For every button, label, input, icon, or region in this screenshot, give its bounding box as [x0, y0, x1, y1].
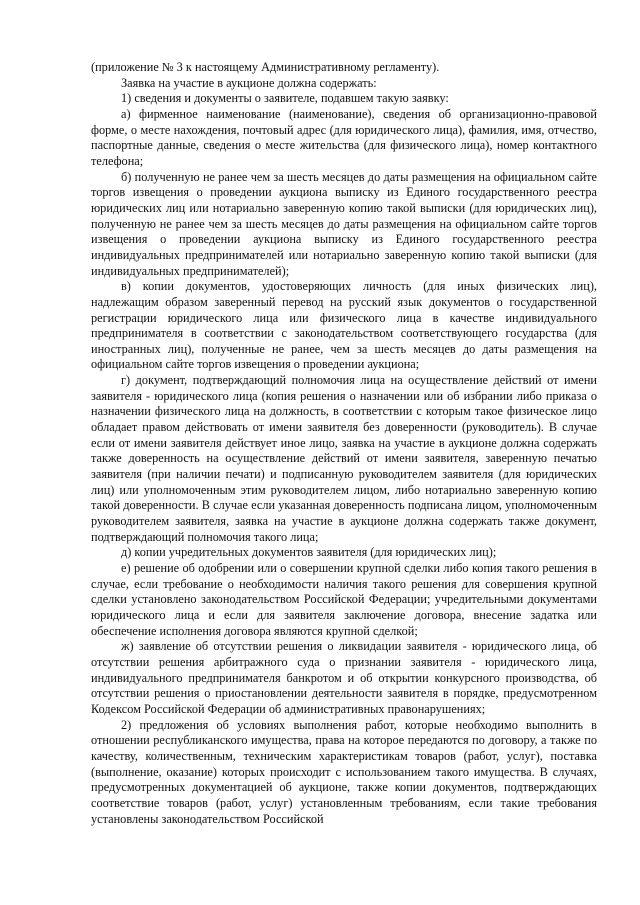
- paragraph-1: Заявка на участие в аукционе должна содержать:: [121, 75, 377, 90]
- paragraph-4: б) полученную не ранее чем за шесть месяцев до даты размещения на официальном сайте торгов извещения о проведении аукциона выписку из Единого государственного реестра юридических лиц или нотариально заверенную копию такой выписки (для юридических лиц), полученную не ранее чем за шесть месяцев до даты размещения на официальном сайте торгов извещения о проведении аукциона выписку из Единого государственного реестра индивидуальных предпринимателей или нотариально заверенную копию такой выписки (для индивидуальных предпринимателей);: [91, 169, 597, 278]
- paragraph-5: в) копии документов, удостоверяющих личность (для иных физических лиц), надлежащим образом заверенный перевод на русский язык документов о государственной регистрации юридического лица или физического лица в качестве индивидуального предпринимателя в соответствии с законодательством соответствующего государства (для иностранных лиц), полученные не ранее, чем за шесть месяцев до даты размещения на официальном сайте торгов извещения о проведении аукциона;: [91, 279, 597, 372]
- paragraph-8: е) решение об одобрении или о совершении крупной сделки либо копия такого решения в случае, если требование о необходимости наличия такого решения для совершения крупной сделки установлено законодательством Российской Федерации; учредительными документами юридического лица и если для заявителя заключение договора, внесение задатка или обеспечение исполнения договора являются крупной сделкой;: [91, 561, 597, 638]
- paragraph-0: (приложение № 3 к настоящему Административному регламенту).: [91, 60, 440, 74]
- paragraph-3: а) фирменное наименование (наименование), сведения об организационно-правовой форме, о месте нахождения, почтовый адрес (для юридического лица), фамилия, имя, отчество, паспортные данные, сведения о месте жительства (для физического лица), номер контактного телефона;: [91, 106, 597, 168]
- paragraph-10: 2) предложения об условиях выполнения работ, которые необходимо выполнить в отношении республиканского имущества, права на которое передаются по договору, а также по качеству, количественным, техническим характеристикам товаров (работ, услуг), поставка (выполнение, оказание) которых происходит с использованием такого имущества. В случаях, предусмотренных документацией об аукционе, также копии документов, подтверждающих соответствие товаров (работ, услуг) установленным требованиям, если такие требования установлены законодательством Российской: [91, 717, 597, 826]
- paragraph-6: г) документ, подтверждающий полномочия лица на осуществление действий от имени заявителя - юридического лица (копия решения о назначении или об избрании либо приказа о назначении физического лица на должность, в соответствии с которым такое физическое лицо обладает правом действовать от имени заявителя без доверенности (руководитель). В случае если от имени заявителя действует иное лицо, заявка на участие в аукционе должна содержать также доверенность на осуществление действий от имени заявителя, заверенную печатью заявителя (при наличии печати) и подписанную руководителем заявителя (для юридических лиц) или уполномоченным этим руководителем лицом, либо нотариально заверенную копию такой доверенности. В случае если указанная доверенность подписана лицом, уполномоченным руководителем заявителя, заявка на участие в аукционе должна содержать также документ, подтверждающий полномочия такого лица;: [91, 373, 597, 544]
- paragraph-9: ж) заявление об отсутствии решения о ликвидации заявителя - юридического лица, об отсутствии решения арбитражного суда о признании заявителя - юридического лица, индивидуального предпринимателя банкротом и об открытии конкурсного производства, об отсутствии решения о приостановлении деятельности заявителя в порядке, предусмотренном Кодексом Российской Федерации об административных правонарушениях;: [91, 639, 597, 716]
- document-page: [91, 60, 597, 827]
- paragraph-2: 1) сведения и документы о заявителе, подавшем такую заявку:: [121, 91, 449, 106]
- paragraph-7: д) копии учредительных документов заявителя (для юридических лиц);: [121, 545, 497, 560]
